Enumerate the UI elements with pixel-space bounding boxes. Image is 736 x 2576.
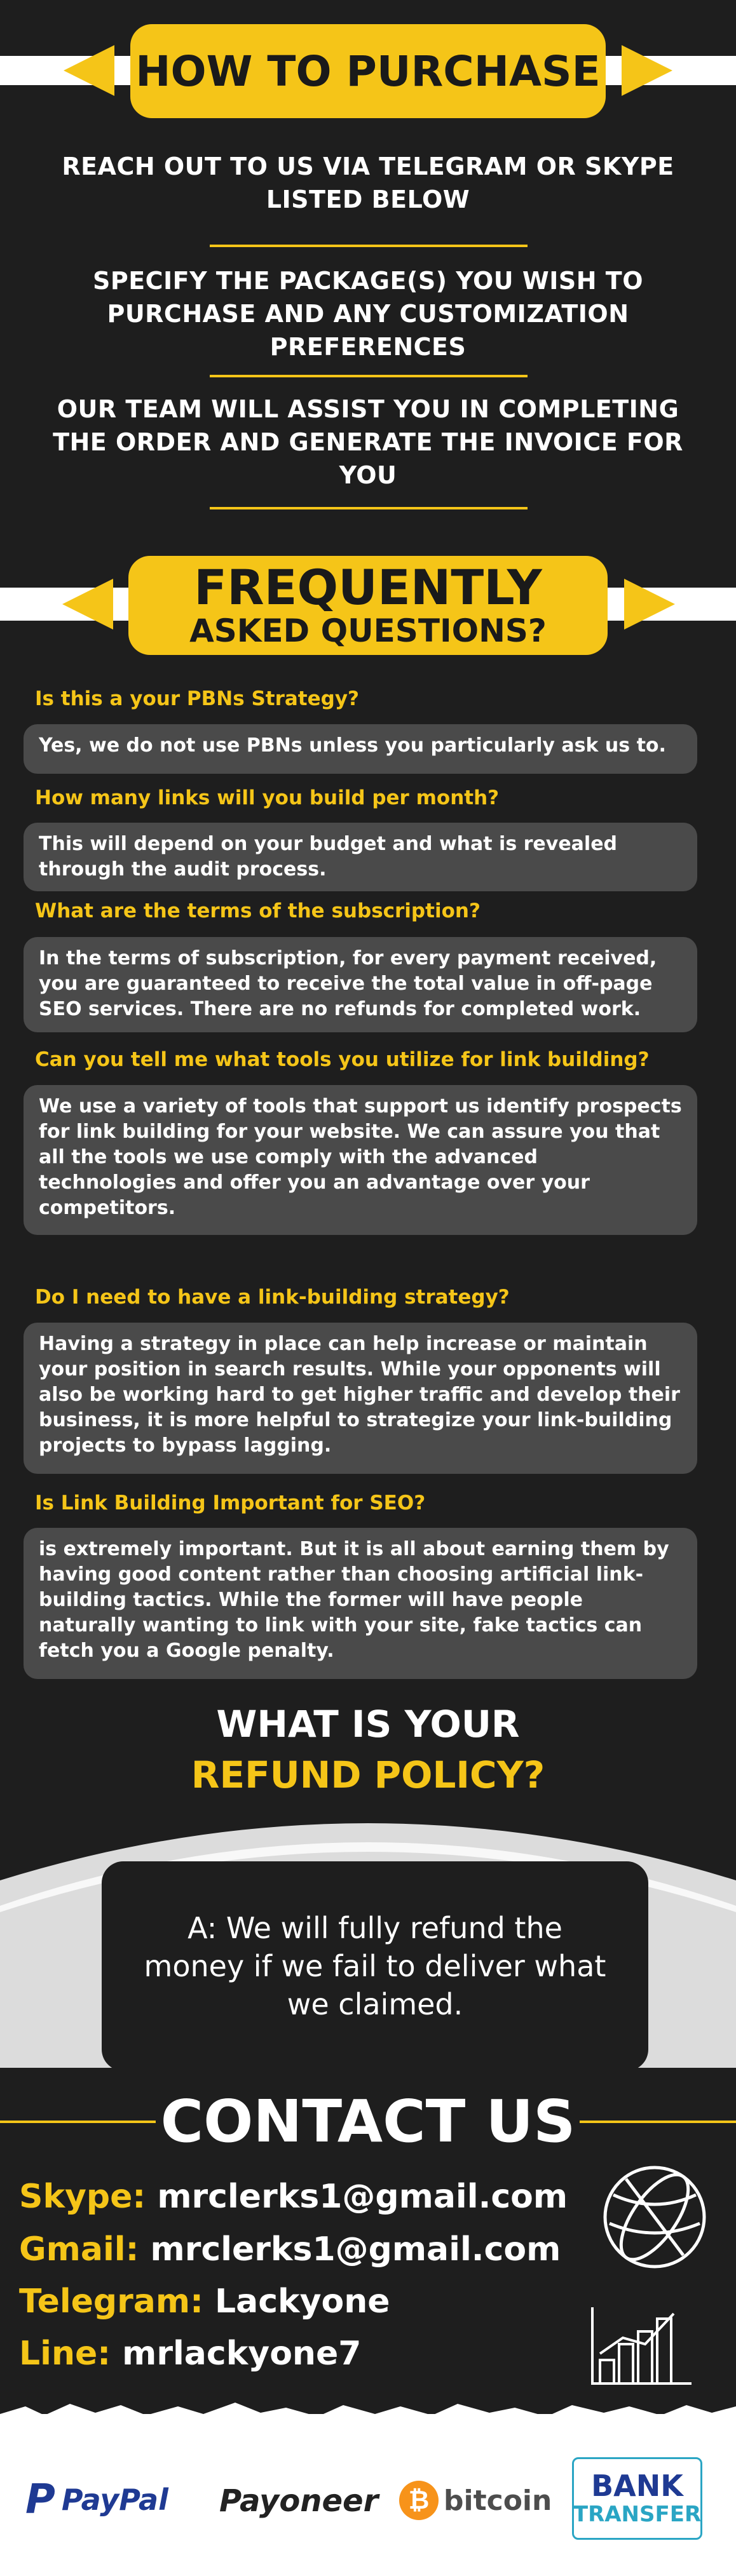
faq-title-line2: ASKED QUESTIONS? <box>189 612 547 649</box>
arrow-left-icon <box>62 579 113 630</box>
faq-question: How many links will you build per month? <box>35 786 500 809</box>
faq-question: Can you tell me what tools you utilize for link building? <box>35 1048 650 1071</box>
faq-question: Is this a your PBNs Strategy? <box>35 687 360 710</box>
contact-telegram <box>19 2281 390 2323</box>
payoneer-logo <box>219 2479 378 2523</box>
faq-answer: We use a variety of tools that support us identify prospects for link building for your website. We can assure you that all the tools we use comply with the advanced technologies and offer you an advantage over your competitors. <box>24 1085 697 1235</box>
faq-title-line1: FREQUENTLY <box>194 559 542 616</box>
contact-skype <box>19 2176 568 2218</box>
paypal-icon: P <box>25 2476 55 2523</box>
contact-label: Skype: <box>19 2178 146 2216</box>
payment-methods <box>0 2414 736 2576</box>
payoneer-label: Payoneer <box>219 2483 379 2519</box>
faq-answer: Having a strategy in place can help increase or maintain your position in search results. While your opponents will also be working hard to get higher traffic and develop their business, it is more helpful to strategize your link-building projects to bypass lagging. <box>24 1323 697 1474</box>
contact-label: Line: <box>19 2335 111 2373</box>
refund-title-line2: REFUND POLICY? <box>191 1753 545 1797</box>
how-to-purchase-section <box>0 0 736 546</box>
purchase-step-2: SPECIFY THE PACKAGE(S) YOU WISH TO PURCHASE AND ANY CUSTOMIZATION PREFERENCES <box>92 267 644 361</box>
bitcoin-logo <box>399 2476 552 2525</box>
contact-value[interactable]: mrclerks1@gmail.com <box>150 2230 561 2269</box>
faq-answer: This will depend on your budget and what is revealed through the audit process. <box>24 823 697 891</box>
purchase-step-3: OUR TEAM WILL ASSIST YOU IN COMPLETING THE ORDER AND GENERATE THE INVOICE FOR YOU <box>53 395 683 489</box>
contact-line <box>19 2333 361 2375</box>
bank-label-line2: TRANSFER <box>573 2502 702 2527</box>
contact-value[interactable]: Lackyone <box>214 2283 390 2321</box>
refund-answer-box <box>102 1861 648 2071</box>
faq-question: What are the terms of the subscription? <box>35 900 480 922</box>
divider <box>210 245 528 247</box>
bank-transfer-logo <box>572 2457 702 2540</box>
contact-value[interactable]: mrlackyone7 <box>122 2335 362 2373</box>
faq-answer: is extremely important. But it is all about earning them by having good content rather than choosing artificial link-building tactics. While the former will have people naturally wanting to link with your site, fake tactics can fetch you a Google penalty. <box>24 1528 697 1679</box>
arrow-right-icon <box>622 45 672 96</box>
paypal-label: PayPal <box>61 2483 168 2517</box>
refund-title-line1: WHAT IS YOUR <box>216 1703 520 1746</box>
purchase-step-1: REACH OUT TO US VIA TELEGRAM OR SKYPE LISTED BELOW <box>62 152 674 213</box>
faq-answer: Yes, we do not use PBNs unless you particularly ask us to. <box>24 724 697 774</box>
divider <box>210 507 528 509</box>
contact-label: Gmail: <box>19 2230 139 2269</box>
paypal-logo <box>25 2474 168 2525</box>
faq-answer: In the terms of subscription, for every payment received, you are guaranteed to receive the total value in off-page SEO services. There are no refunds for completed work. <box>24 937 697 1032</box>
refund-answer: A: We will fully refund the money if we fail to deliver what we claimed. <box>144 1911 606 2021</box>
how-to-purchase-title-pill <box>130 24 606 118</box>
bank-label-line1: BANK <box>591 2469 683 2503</box>
contact-gmail <box>19 2229 561 2270</box>
contact-value[interactable]: mrclerks1@gmail.com <box>157 2178 568 2216</box>
divider <box>210 375 528 377</box>
arrow-left-icon <box>64 45 114 96</box>
bitcoin-icon: ₿ <box>399 2481 439 2520</box>
globe-icon <box>601 2163 709 2271</box>
faq-question: Do I need to have a link-building strategy? <box>35 1286 510 1309</box>
faq-question: Is Link Building Important for SEO? <box>35 1492 426 1514</box>
bar-chart-icon <box>591 2306 693 2385</box>
bitcoin-label: bitcoin <box>444 2484 552 2517</box>
faq-title-pill <box>128 556 608 655</box>
how-to-purchase-title: HOW TO PURCHASE <box>135 46 601 96</box>
torn-edge <box>0 2400 736 2425</box>
arrow-right-icon <box>624 579 675 630</box>
contact-label: Telegram: <box>19 2283 203 2321</box>
contact-title: CONTACT US <box>160 2087 576 2155</box>
